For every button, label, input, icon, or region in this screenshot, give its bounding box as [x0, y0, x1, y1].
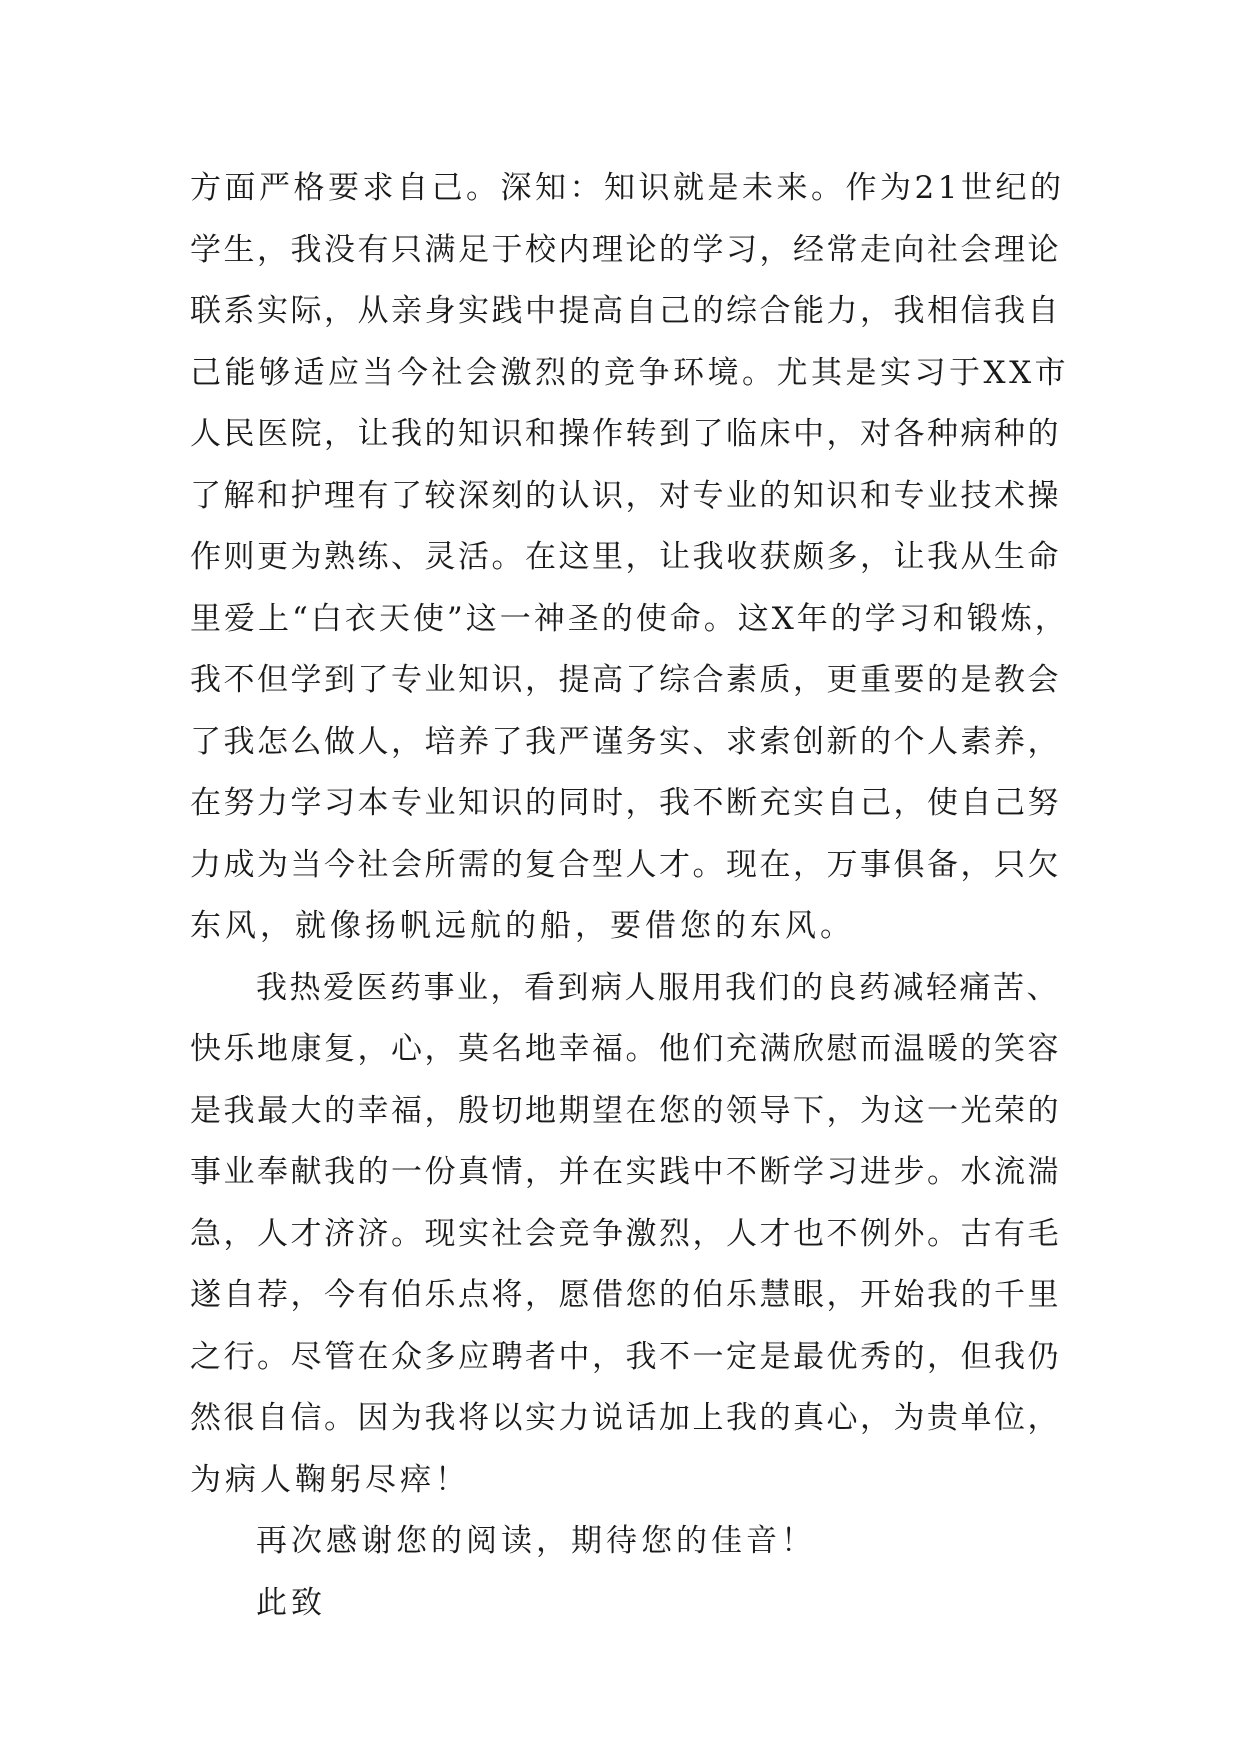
text-line: 作则更为熟练、灵活。在这里，让我收获颇多，让我从生命: [190, 539, 1061, 575]
text-line: 方面严格要求自己。深知：知识就是未来。作为21世纪的: [190, 170, 1065, 206]
text-line: 事业奉献我的一份真情，并在实践中不断学习进步。水流湍: [190, 1154, 1061, 1190]
text-line: 东风，就像扬帆远航的船，要借您的东风。: [190, 908, 855, 944]
text-line: 了我怎么做人，培养了我严谨务实、求索创新的个人素养，: [190, 723, 1061, 760]
text-line: 在努力学习本专业知识的同时，我不断充实自己，使自己努: [190, 785, 1061, 821]
letter-body: [190, 158, 1070, 1634]
text-line: 了解和护理有了较深刻的认识，对专业的知识和专业技术操: [190, 477, 1061, 514]
closing-thanks-line: 再次感谢您的阅读，期待您的佳音！: [256, 1523, 816, 1559]
text-line: 然很自信。因为我将以实力说话加上我的真心，为贵单位，: [190, 1400, 1061, 1436]
text-line: 之行。尽管在众多应聘者中，我不一定是最优秀的，但我仍: [190, 1338, 1061, 1375]
text-line: 是我最大的幸福，殷切地期望在您的领导下，为这一光荣的: [190, 1092, 1061, 1129]
text-line: 里爱上“白衣天使”这一神圣的使命。这X年的学习和锻炼，: [190, 600, 1069, 637]
text-line: 遂自荐，今有伯乐点将，愿借您的伯乐慧眼，开始我的千里: [190, 1277, 1061, 1313]
text-line: 学生，我没有只满足于校内理论的学习，经常走向社会理论: [190, 231, 1061, 268]
text-line: 人民医院，让我的知识和操作转到了临床中，对各种病种的: [190, 416, 1061, 452]
paragraph-start-line: 我热爱医药事业，看到病人服用我们的良药减轻痛苦、: [256, 969, 1060, 1006]
text-line: 急，人才济济。现实社会竞争激烈，人才也不例外。古有毛: [190, 1215, 1061, 1252]
text-line: 力成为当今社会所需的复合型人才。现在，万事俱备，只欠: [190, 846, 1061, 883]
salutation-line: 此致: [256, 1584, 326, 1621]
text-line: 联系实际，从亲身实践中提高自己的综合能力，我相信我自: [190, 293, 1061, 329]
text-line: 己能够适应当今社会激烈的竞争环境。尤其是实习于XX市: [190, 354, 1070, 391]
text-line: 我不但学到了专业知识，提高了综合素质，更重要的是教会: [190, 662, 1061, 698]
text-line: 为病人鞠躬尽瘁！: [190, 1461, 470, 1498]
text-line: 快乐地康复，心，莫名地幸福。他们充满欣慰而温暖的笑容: [190, 1031, 1061, 1067]
